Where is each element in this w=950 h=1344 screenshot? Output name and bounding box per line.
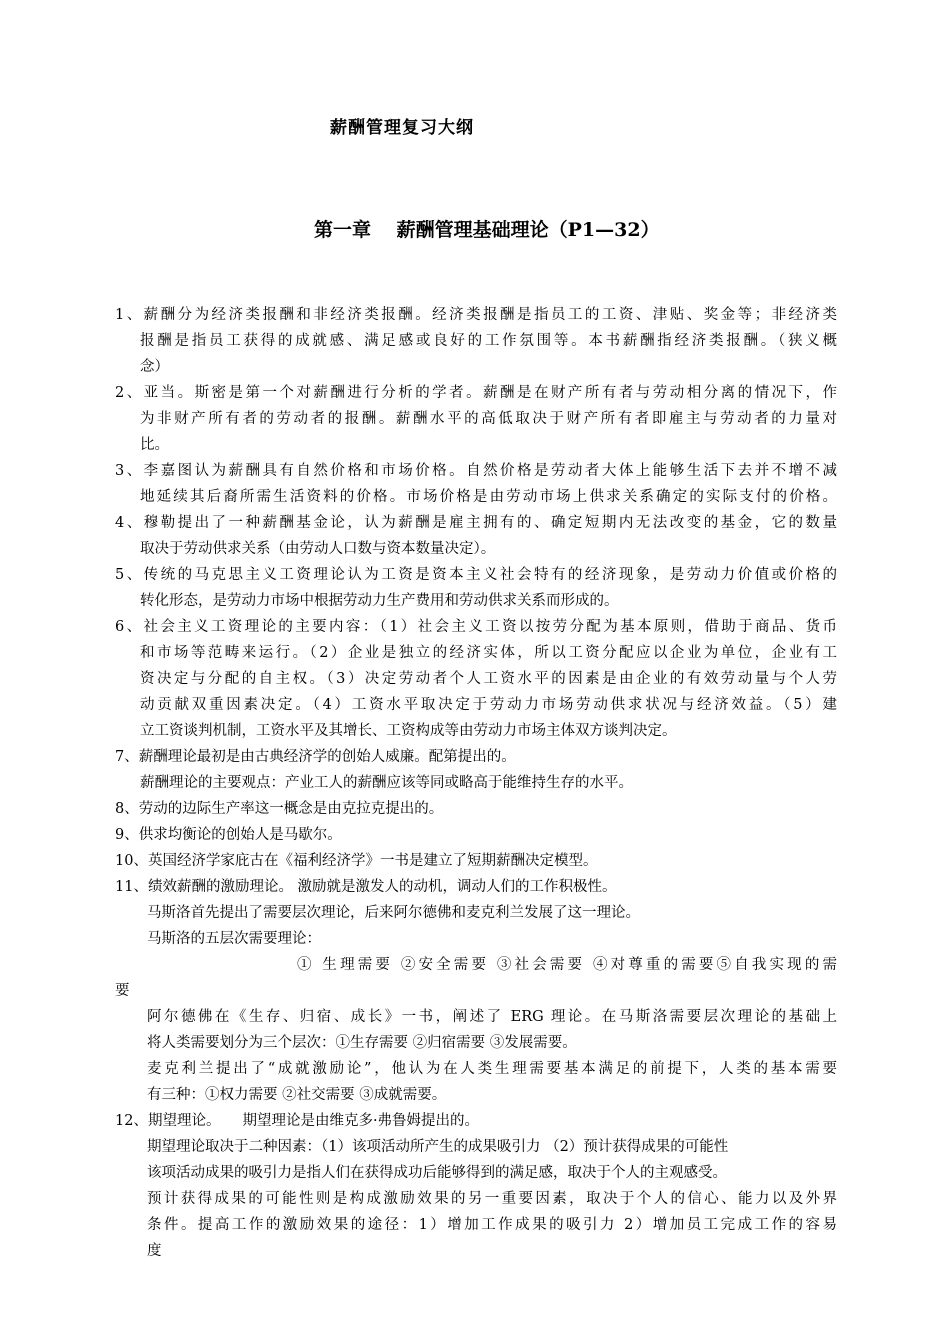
text-line: 转化形态，是劳动力市场中根据劳动力生产费用和劳动供求关系而形成的。 [140, 593, 619, 609]
text-line: 度 [147, 1243, 162, 1259]
text-line: 2、亚当。斯密是第一个对薪酬进行分析的学者。薪酬是在财产所有者与劳动相分离的情况下，作 [115, 385, 837, 401]
text-line: 将人类需要划分为三个层次：①生存需要 ②归宿需要 ③发展需要。 [147, 1035, 577, 1051]
text-line: 1、薪酬分为经济类报酬和非经济类报酬。经济类报酬是指员工的工资、津贴、奖金等；非经济类 [115, 307, 837, 323]
text-line: 阿尔德佛在《生存、归宿、成长》一书，阐述了 ERG 理论。在马斯洛需要层次理论的基础上 [147, 1009, 837, 1025]
text-line: 9、供求均衡论的创始人是马歇尔。 [115, 827, 342, 843]
text-line: 比。 [140, 437, 169, 453]
text-line: 和市场等范畴来运行。（2）企业是独立的经济实体，所以工资分配应以企业为单位，企业有工 [140, 645, 837, 661]
text-line: ① 生理需要 ②安全需要 ③社会需要 ④对尊重的需要⑤自我实现的需 [297, 957, 837, 973]
text-line: 要 [115, 983, 130, 999]
text-line: 动贡献双重因素决定。（4）工资水平取决定于劳动力市场劳动供求状况与经济效益。（5）建 [140, 697, 837, 713]
section-heading: 12、期望理论。 [115, 1113, 221, 1129]
text-line: 有三种：①权力需要 ②社交需要 ③成就需要。 [147, 1087, 447, 1103]
text-line: 条件。提高工作的激励效果的途径：1）增加工作成果的吸引力 2）增加员工完成工作的容易 [147, 1217, 837, 1233]
text-line: 期望理论取决于二种因素：（1）该项活动所产生的成果吸引力 （2）预计获得成果的可能性 [147, 1139, 729, 1155]
text-line [115, 1108, 837, 1134]
text-line: 资决定与分配的自主权。（3）决定劳动者个人工资水平的因素是由企业的有效劳动量与个人劳 [140, 671, 837, 687]
text-line: 取决于劳动供求关系（由劳动人口数与资本数量决定）。 [140, 541, 496, 557]
text-line: 念） [140, 359, 169, 375]
text-span: 期望理论是由维克多·弗鲁姆提出的。 [242, 1113, 480, 1129]
text-line: 8、劳动的边际生产率这一概念是由克拉克提出的。 [115, 801, 444, 817]
text-line: 11、绩效薪酬的激励理论。 激励就是激发人的动机，调动人们的工作积极性。 [115, 879, 617, 895]
text-line: 6、社会主义工资理论的主要内容：（1）社会主义工资以按劳分配为基本原则，借助于商品、货币 [115, 619, 837, 635]
text-line: 7、薪酬理论最初是由古典经济学的创始人威廉。配第提出的。 [115, 749, 516, 765]
text-line: 4、穆勒提出了一种薪酬基金论，认为薪酬是雇主拥有的、确定短期内无法改变的基金，它的数量 [115, 515, 837, 531]
text-line: 马斯洛首先提出了需要层次理论，后来阿尔德佛和麦克利兰发展了这一理论。 [147, 905, 640, 921]
document-body [115, 302, 837, 1264]
chapter-title: 第一章 薪酬管理基础理论（P1—32） [314, 219, 660, 241]
text-line: 立工资谈判机制，工资水平及其增长、工资构成等由劳动力市场主体双方谈判决定。 [140, 723, 677, 739]
text-line: 地延续其后裔所需生活资料的价格。市场价格是由劳动市场上供求关系确定的实际支付的价格。 [140, 489, 837, 505]
text-line: 预计获得成果的可能性则是构成激励效果的另一重要因素，取决于个人的信心、能力以及外界 [147, 1191, 837, 1207]
text-line: 马斯洛的五层次需要理论： [147, 931, 321, 947]
text-line: 5、传统的马克思主义工资理论认为工资是资本主义社会特有的经济现象，是劳动力价值或价格的 [115, 567, 837, 583]
text-line: 报酬是指员工获得的成就感、满足感或良好的工作氛围等。本书薪酬指经济类报酬。（狭义概 [140, 333, 837, 349]
text-line: 薪酬理论的主要观点：产业工人的薪酬应该等同或略高于能维持生存的水平。 [140, 775, 633, 791]
text-line: 麦克利兰提出了“成就激励论”，他认为在人类生理需要基本满足的前提下，人类的基本需要 [147, 1061, 837, 1077]
document-title: 薪酬管理复习大纲 [330, 118, 474, 138]
text-line: 3、李嘉图认为薪酬具有自然价格和市场价格。自然价格是劳动者大体上能够生活下去并不增不减 [115, 463, 837, 479]
text-line: 为非财产所有者的劳动者的报酬。薪酬水平的高低取决于财产所有者即雇主与劳动者的力量对 [140, 411, 837, 427]
text-line: 10、英国经济学家庇古在《福利经济学》一书是建立了短期薪酬决定模型。 [115, 853, 598, 869]
text-line: 该项活动成果的吸引力是指人们在获得成功后能够得到的满足感，取决于个人的主观感受。 [147, 1165, 727, 1181]
